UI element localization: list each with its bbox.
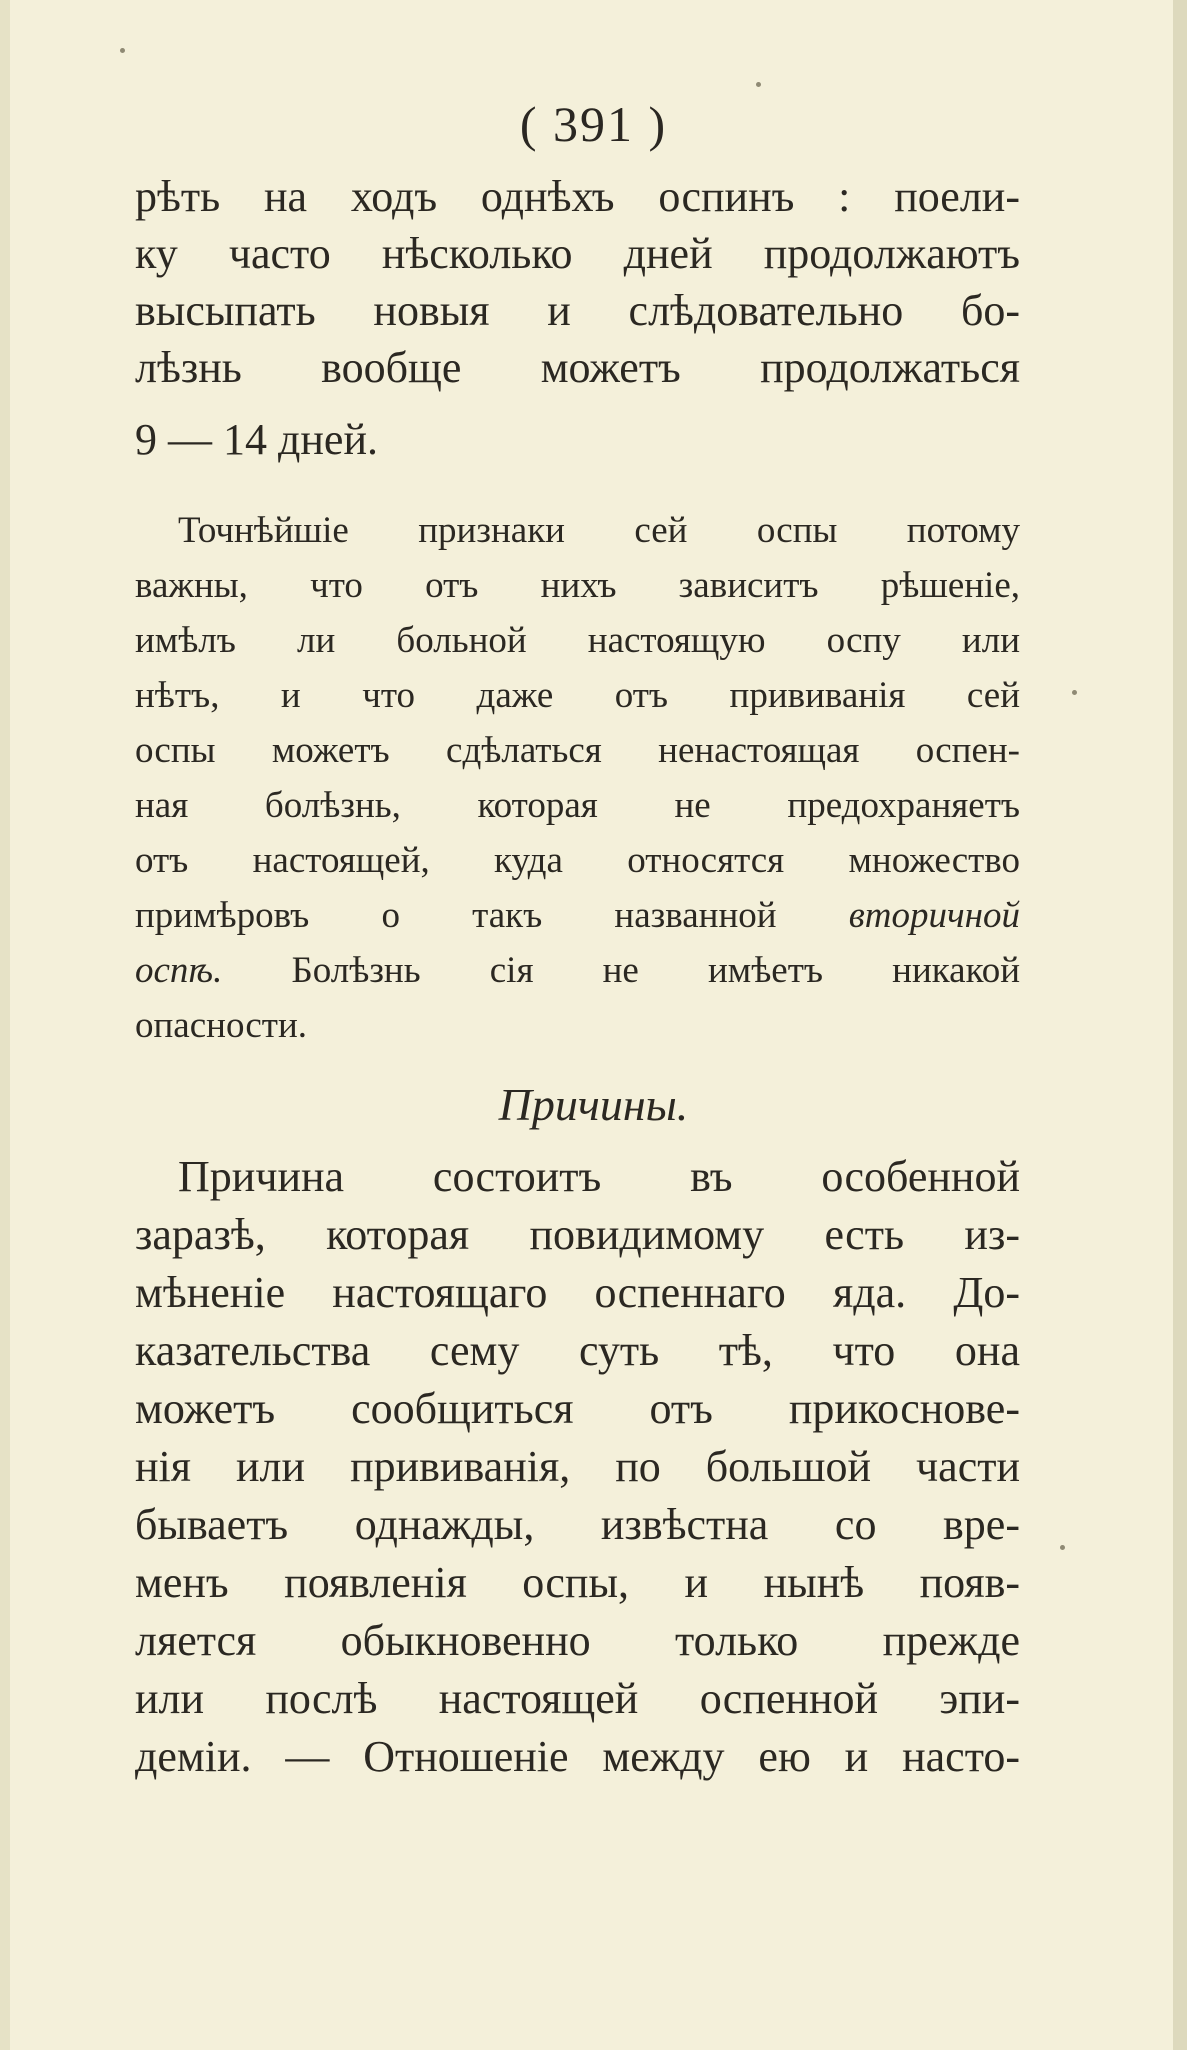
- text-line: заразѣ, которая повидимому есть из-: [135, 1210, 1020, 1259]
- text-line: 9 — 14 дней.: [135, 415, 379, 464]
- text-line: ляется обыкновенно только прежде: [135, 1616, 1020, 1665]
- text-line: опасности.: [135, 1005, 308, 1046]
- text-line: важны, что отъ нихъ зависитъ рѣшеніе,: [135, 565, 1020, 606]
- text-line: оспы можетъ сдѣлаться ненастоящая оспен-: [135, 730, 1020, 771]
- page-edge-right: [1173, 0, 1187, 2050]
- text-line: ку часто нѣсколько дней продолжаютъ: [135, 229, 1020, 278]
- paper-speck: [120, 48, 125, 53]
- page-number: ( 391 ): [519, 96, 668, 152]
- text-line: Причина состоитъ въ особенной: [178, 1152, 1020, 1201]
- italic-term: оспѣ.: [135, 950, 223, 991]
- text-line: нѣтъ, и что даже отъ прививанія сей: [135, 675, 1020, 716]
- text-line: имѣлъ ли больной настоящую оспу или: [135, 620, 1020, 661]
- text-line: нія или прививанія, по большой части: [135, 1442, 1020, 1491]
- italic-term: вторичной: [848, 895, 1020, 936]
- page-edge-left: [0, 0, 10, 2050]
- text-line: можетъ сообщиться отъ прикоснове-: [135, 1384, 1020, 1433]
- paper-speck: [1072, 690, 1077, 695]
- text-line: лѣзнь вообще можетъ продолжаться: [135, 343, 1020, 392]
- paper-speck: [756, 82, 761, 87]
- text-line: ная болѣзнь, которая не предохраняетъ: [135, 785, 1020, 826]
- text-line: казательства сему суть тѣ, что она: [135, 1326, 1020, 1375]
- text-line: Точнѣйшіе признаки сей оспы потому: [178, 510, 1020, 551]
- section-heading: Причины.: [498, 1079, 689, 1130]
- text-line: рѣть на ходъ однѣхъ оспинъ : поели-: [135, 172, 1020, 221]
- text-line: бываетъ однажды, извѣстна со вре-: [135, 1500, 1020, 1549]
- text-line: деміи. — Отношеніе между ею и насто-: [135, 1732, 1020, 1781]
- text-line: мѣненіе настоящаго оспеннаго яда. До-: [135, 1268, 1020, 1317]
- text-line: менъ появленія оспы, и нынѣ появ-: [135, 1558, 1020, 1607]
- text-line: высыпать новыя и слѣдовательно бо-: [135, 286, 1020, 335]
- text-line: оспѣ. Болѣзнь сія не имѣетъ никакой: [135, 950, 1020, 991]
- text-line: примѣровъ о такъ названной вторичной: [135, 895, 1020, 936]
- paper-speck: [1060, 1545, 1065, 1550]
- text-line: или послѣ настоящей оспенной эпи-: [135, 1674, 1020, 1723]
- text-line: отъ настоящей, куда относятся множество: [135, 840, 1020, 881]
